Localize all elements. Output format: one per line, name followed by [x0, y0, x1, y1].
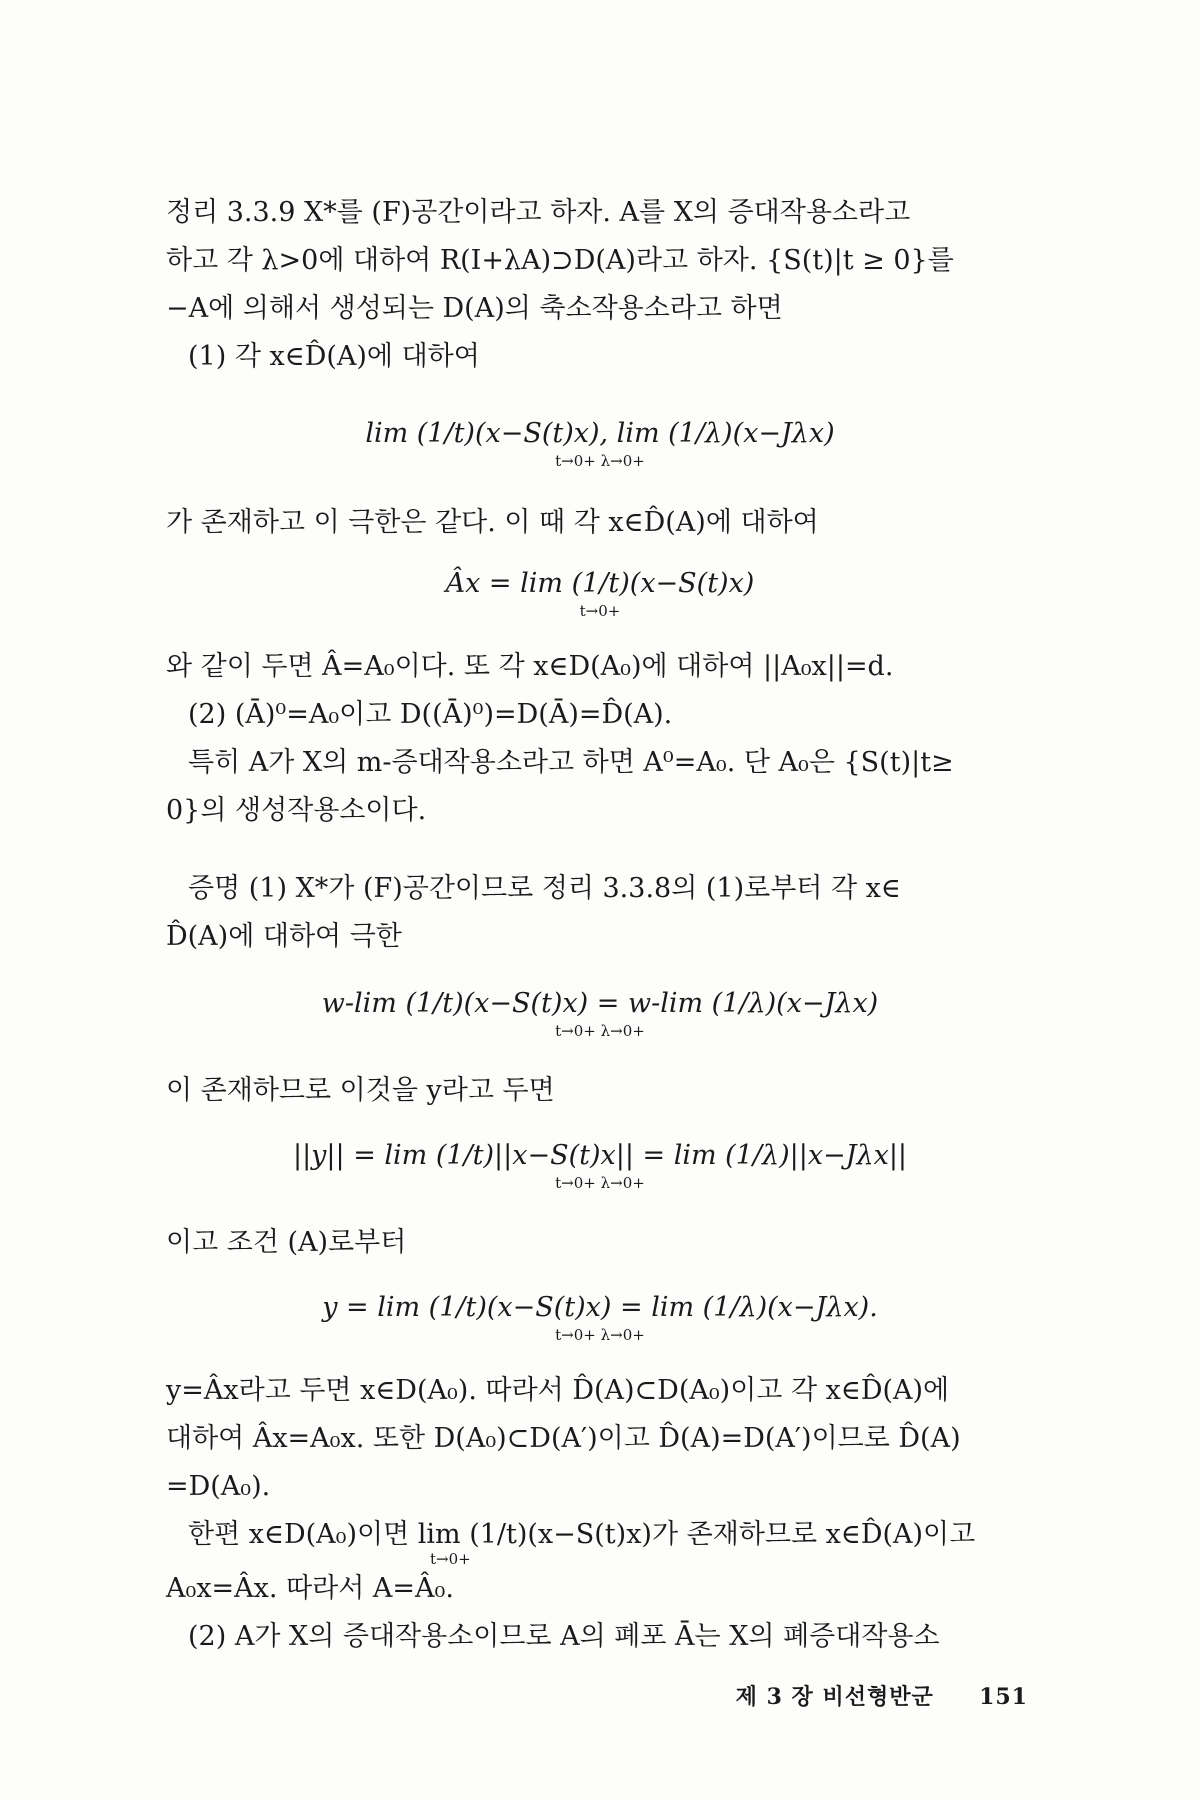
- proof-line-5: y=Âx라고 두면 x∈D(A₀). 따라서 D̂(A)⊂D(A₀)이고 각 x∈D̂(A)에: [166, 1375, 950, 1406]
- theorem-line-3: −A에 의해서 생성되는 D(A)의 축소작용소라고 하면: [166, 293, 783, 324]
- equation-4-subscript: t→0+ λ→0+: [555, 1174, 645, 1192]
- theorem-line-6: 와 같이 두면 Â=A₀이다. 또 각 x∈D(A₀)에 대하여 ||A₀x||=d.: [166, 651, 894, 682]
- equation-1-subscript: t→0+ λ→0+: [555, 452, 645, 470]
- equation-5: y = lim (1/t)(x−S(t)x) = lim (1/λ)(x−Jλx).: [322, 1292, 878, 1323]
- proof-line-1: 증명 (1) X*가 (F)공간이므로 정리 3.3.8의 (1)로부터 각 x∈: [188, 873, 901, 904]
- proof-line-7: =D(A₀).: [166, 1471, 271, 1502]
- equation-1: lim (1/t)(x−S(t)x), lim (1/λ)(x−Jλx): [365, 418, 835, 449]
- theorem-line-9: 0}의 생성작용소이다.: [166, 795, 427, 826]
- proof-line-8-subscript: t→0+: [430, 1550, 471, 1568]
- theorem-line-7: (2) (Ā)⁰=A₀이고 D((Ā)⁰)=D(Ā)=D̂(A).: [188, 699, 673, 730]
- proof-line-2: D̂(A)에 대하여 극한: [166, 921, 402, 952]
- equation-4: ||y|| = lim (1/t)||x−S(t)x|| = lim (1/λ)||x−Jλx||: [292, 1140, 908, 1171]
- theorem-line-2: 하고 각 λ>0에 대하여 R(I+λA)⊃D(A)라고 하자. {S(t)|t ≥ 0}를: [166, 245, 954, 276]
- proof-line-9: A₀x=Âx. 따라서 A=Â₀.: [166, 1573, 454, 1604]
- proof-line-8: 한편 x∈D(A₀)이면 lim (1/t)(x−S(t)x)가 존재하므로 x∈D̂(A)이고: [188, 1519, 976, 1550]
- proof-line-3: 이 존재하므로 이것을 y라고 두면: [166, 1075, 555, 1106]
- equation-3: w-lim (1/t)(x−S(t)x) = w-lim (1/λ)(x−Jλx): [321, 988, 879, 1019]
- theorem-line-4: (1) 각 x∈D̂(A)에 대하여: [188, 341, 480, 372]
- proof-line-4: 이고 조건 (A)로부터: [166, 1227, 407, 1258]
- page-footer: [736, 1680, 1028, 1711]
- proof-line-6: 대하여 Âx=A₀x. 또한 D(A₀)⊂D(A′)이고 D̂(A)=D(A′)이므로 D̂(A): [166, 1423, 961, 1454]
- equation-2-subscript: t→0+: [579, 602, 621, 620]
- page-number: 151: [979, 1684, 1028, 1710]
- theorem-line-8: 특히 A가 X의 m-증대작용소라고 하면 A⁰=A₀. 단 A₀은 {S(t)|t≥: [188, 747, 954, 778]
- chapter-title: 제 3 장 비선형반군: [735, 1684, 934, 1710]
- equation-5-subscript: t→0+ λ→0+: [555, 1326, 645, 1344]
- equation-3-subscript: t→0+ λ→0+: [555, 1022, 645, 1040]
- equation-2: Âx = lim (1/t)(x−S(t)x): [445, 568, 755, 599]
- theorem-line-1: 정리 3.3.9 X*를 (F)공간이라고 하자. A를 X의 증대작용소라고: [166, 197, 911, 228]
- proof-line-10: (2) A가 X의 증대작용소이므로 A의 폐포 Ā는 X의 폐증대작용소: [188, 1621, 940, 1652]
- theorem-line-5: 가 존재하고 이 극한은 같다. 이 때 각 x∈D̂(A)에 대하여: [166, 507, 819, 538]
